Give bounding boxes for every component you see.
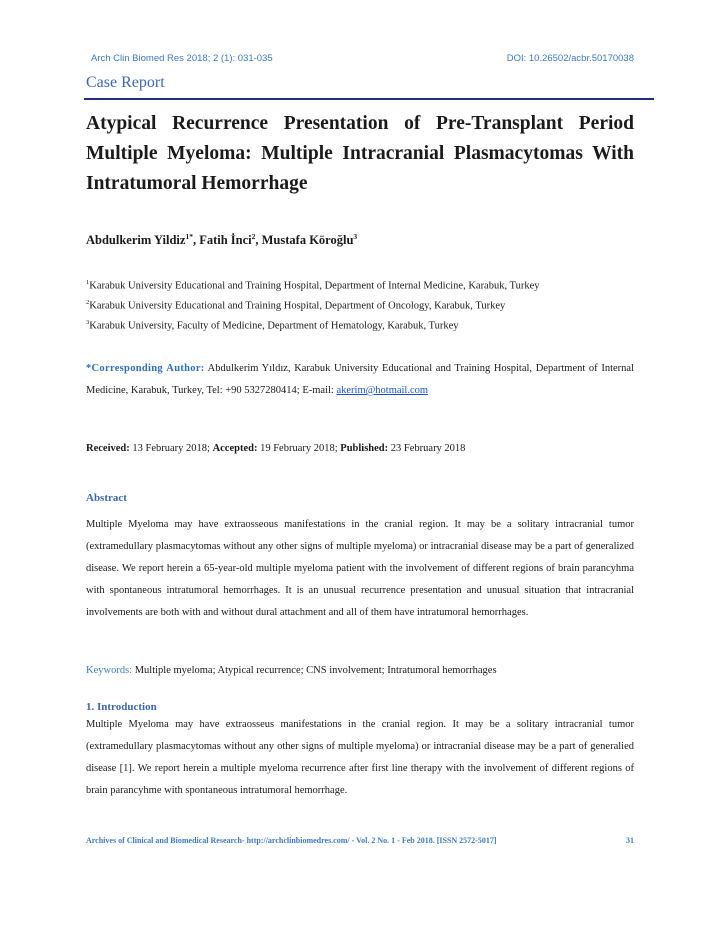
keywords-label: Keywords:: [86, 665, 133, 676]
header-rule: [84, 98, 654, 100]
author-affiliation-mark: 2: [251, 232, 256, 241]
accepted-date: 19 February 2018;: [260, 443, 338, 454]
publication-dates: [86, 443, 465, 454]
received-date: 13 February 2018;: [132, 443, 210, 454]
affiliation-text: Karabuk University Educational and Training Hospital, Department of Internal Medicine, Karabuk, Turkey: [89, 280, 540, 292]
running-header: [91, 53, 634, 67]
keywords: [86, 665, 497, 676]
doi[interactable]: DOI: 10.26502/acbr.50170038: [506, 53, 634, 64]
affiliation-number: 2: [86, 299, 90, 306]
author-name: Mustafa Köroğlu: [261, 233, 354, 248]
page-number: 31: [626, 836, 634, 845]
footer-journal-line: Archives of Clinical and Biomedical Research- http://archclinbiomedres.com/ - Vol. 2 No. 1 - Feb 2018. [ISSN 2572-5017]: [86, 836, 497, 845]
author-list: [86, 232, 357, 248]
affiliation-number: 3: [86, 319, 90, 326]
received-label: Received:: [86, 443, 130, 454]
introduction-text: Multiple Myeloma may have extraosseus manifestations in the cranial region. It may be a solitary intracranial tumor (extramedullary plasmacytomas without any other signs of multiple myeloma) or intracranial disease may be a part of generalied disease [1]. We report herein a multiple myeloma recurrence after first line therapy with the involvement of different regions of brain parancyhme with spontaneous intratumoral hemorrhage.: [86, 719, 634, 796]
affiliation: [86, 279, 539, 292]
affiliation: [86, 319, 459, 332]
published-label: Published:: [340, 443, 389, 454]
corresponding-author-text: Abdulkerim Yıldız, Karabuk University Educational and Training Hospital, Department of Internal Medicine, Karabuk, Turkey, Tel: +90 5327280414; E-mail:: [86, 363, 634, 396]
keywords-text: Multiple myeloma; Atypical recurrence; CNS involvement; Intratumoral hemorrhages: [134, 665, 497, 676]
article-title: [86, 109, 634, 199]
published-date: 23 February 2018: [390, 443, 466, 454]
author-name: Abdulkerim Yildiz: [86, 233, 186, 248]
author-separator: ,: [192, 233, 200, 248]
author-name: Fatih İnci: [199, 233, 252, 248]
affiliation-number: 1: [86, 279, 90, 286]
title-line-3: Intratumoral Hemorrhage: [86, 173, 308, 194]
title-line-1: Atypical Recurrence Presentation of Pre-Transplant Period: [86, 113, 634, 134]
article-type: Case Report: [86, 74, 165, 91]
corresponding-author-label: *Corresponding Author:: [86, 363, 205, 374]
journal-reference: Arch Clin Biomed Res 2018; 2 (1): 031-035: [91, 53, 273, 64]
affiliation: [86, 299, 505, 312]
abstract-text: Multiple Myeloma may have extraosseous manifestations in the cranial region. It may be a solitary intracranial tumor (extramedullary plasmacytomas without any other signs of multiple myeloma) or intracranial disease may be a part of generalized disease. We report herein a 65-year-old multiple myeloma patient with the involvement of different regions of brain parancyhma with spontaneous intratumoral hemorrhages. It is an unusual recurrence presentation and unusual situation that intracranial involvements are both with and without dural attachment and all of them have intratumoral hemorrhages.: [86, 519, 634, 618]
accepted-label: Accepted:: [212, 443, 258, 454]
abstract-heading: Abstract: [86, 492, 127, 504]
author-separator: ,: [255, 233, 262, 248]
affiliation-text: Karabuk University, Faculty of Medicine, Department of Hematology, Karabuk, Turkey: [89, 320, 459, 332]
page-footer: [86, 836, 634, 848]
author-affiliation-mark: 3: [353, 232, 358, 241]
corresponding-author: [86, 358, 634, 402]
author-affiliation-mark: 1*: [185, 232, 193, 241]
introduction-heading: 1. Introduction: [86, 701, 157, 713]
email-link[interactable]: akerim@hotmail.com: [336, 385, 429, 396]
affiliation-text: Karabuk University Educational and Training Hospital, Department of Oncology, Karabuk, Turkey: [89, 300, 506, 312]
title-line-2: Multiple Myeloma: Multiple Intracranial Plasmacytomas With: [86, 143, 634, 164]
